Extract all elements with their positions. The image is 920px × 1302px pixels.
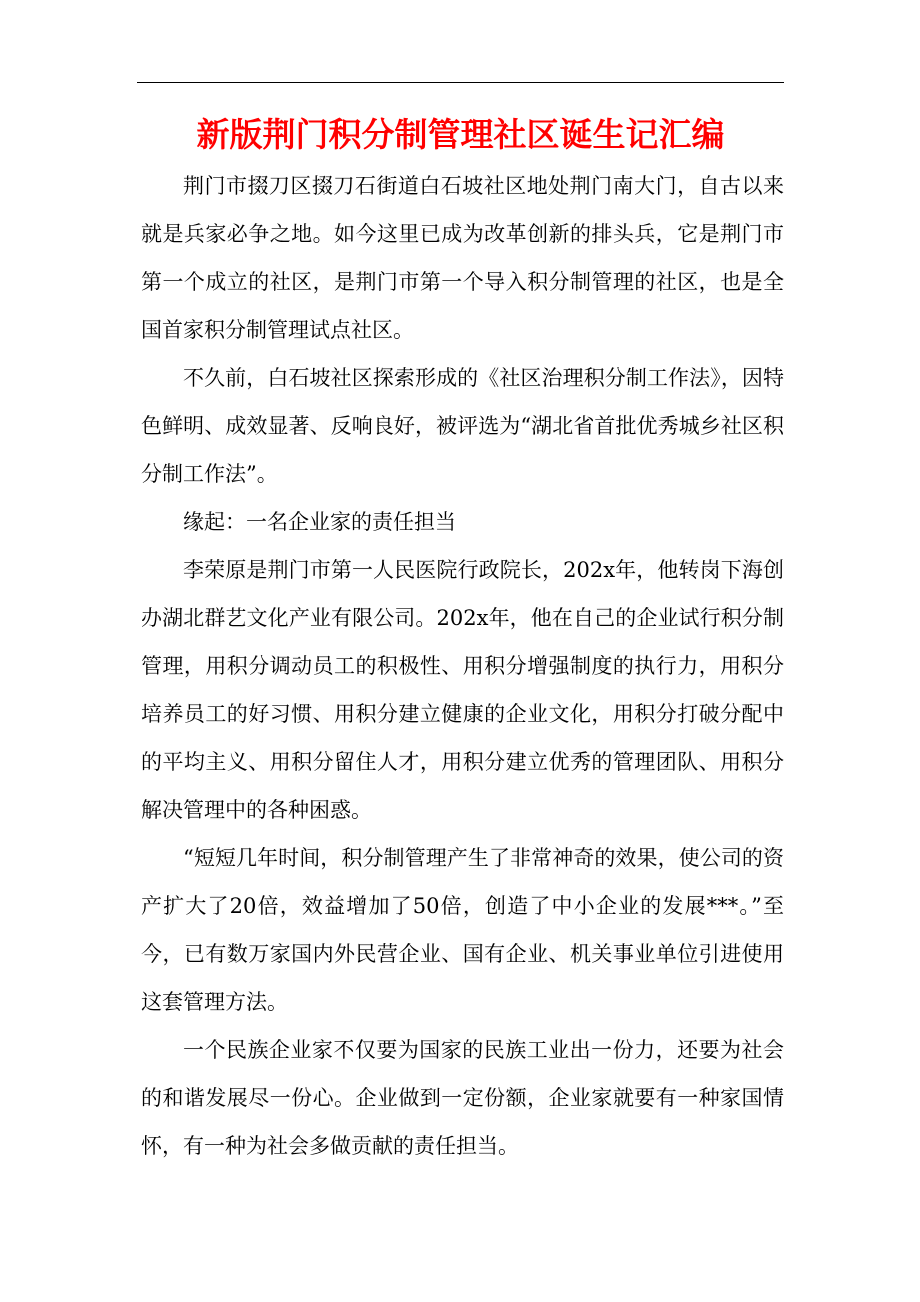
document-body [141,162,784,1170]
paragraph-intro: 荆门市掇刀区掇刀石街道白石坡社区地处荆门南大门，自古以来就是兵家必争之地。如今这里已成为改革创新的排头兵，它是荆门市第一个成立的社区，是荆门市第一个导入积分制管理的社区，也是全国首家积分制管理试点社区。 [141,174,784,342]
section-heading: 缘起：一名企业家的责任担当 [183,510,456,534]
paragraph-background: 李荣原是荆门市第一人民医院行政院长，202x年，他转岗下海创办湖北群艺文化产业有限公司。202x年，他在自己的企业试行积分制管理，用积分调动员工的积极性、用积分增强制度的执行力，用积分培养员工的好习惯、用积分建立健康的企业文化，用积分打破分配中的平均主义、用积分留住人才，用积分建立优秀的管理团队、用积分解决管理中的各种困惑。 [141,558,784,822]
paragraph-responsibility: 一个民族企业家不仅要为国家的民族工业出一份力，还要为社会的和谐发展尽一份心。企业做到一定份额，企业家就要有一种家国情怀，有一种为社会多做贡献的责任担当。 [141,1038,784,1158]
paragraph-award: 不久前，白石坡社区探索形成的《社区治理积分制工作法》，因特色鲜明、成效显著、反响良好，被评选为“湖北省首批优秀城乡社区积分制工作法”。 [141,366,784,486]
document-title: 新版荆门积分制管理社区诞生记汇编 [196,115,725,154]
paragraph-quote: “短短几年时间，积分制管理产生了非常神奇的效果，使公司的资产扩大了20倍，效益增加了50倍，创造了中小企业的发展***。”至今，已有数万家国内外民营企业、国有企业、机关事业单位引进使用这套管理方法。 [141,846,784,1014]
header-rule [137,82,784,83]
